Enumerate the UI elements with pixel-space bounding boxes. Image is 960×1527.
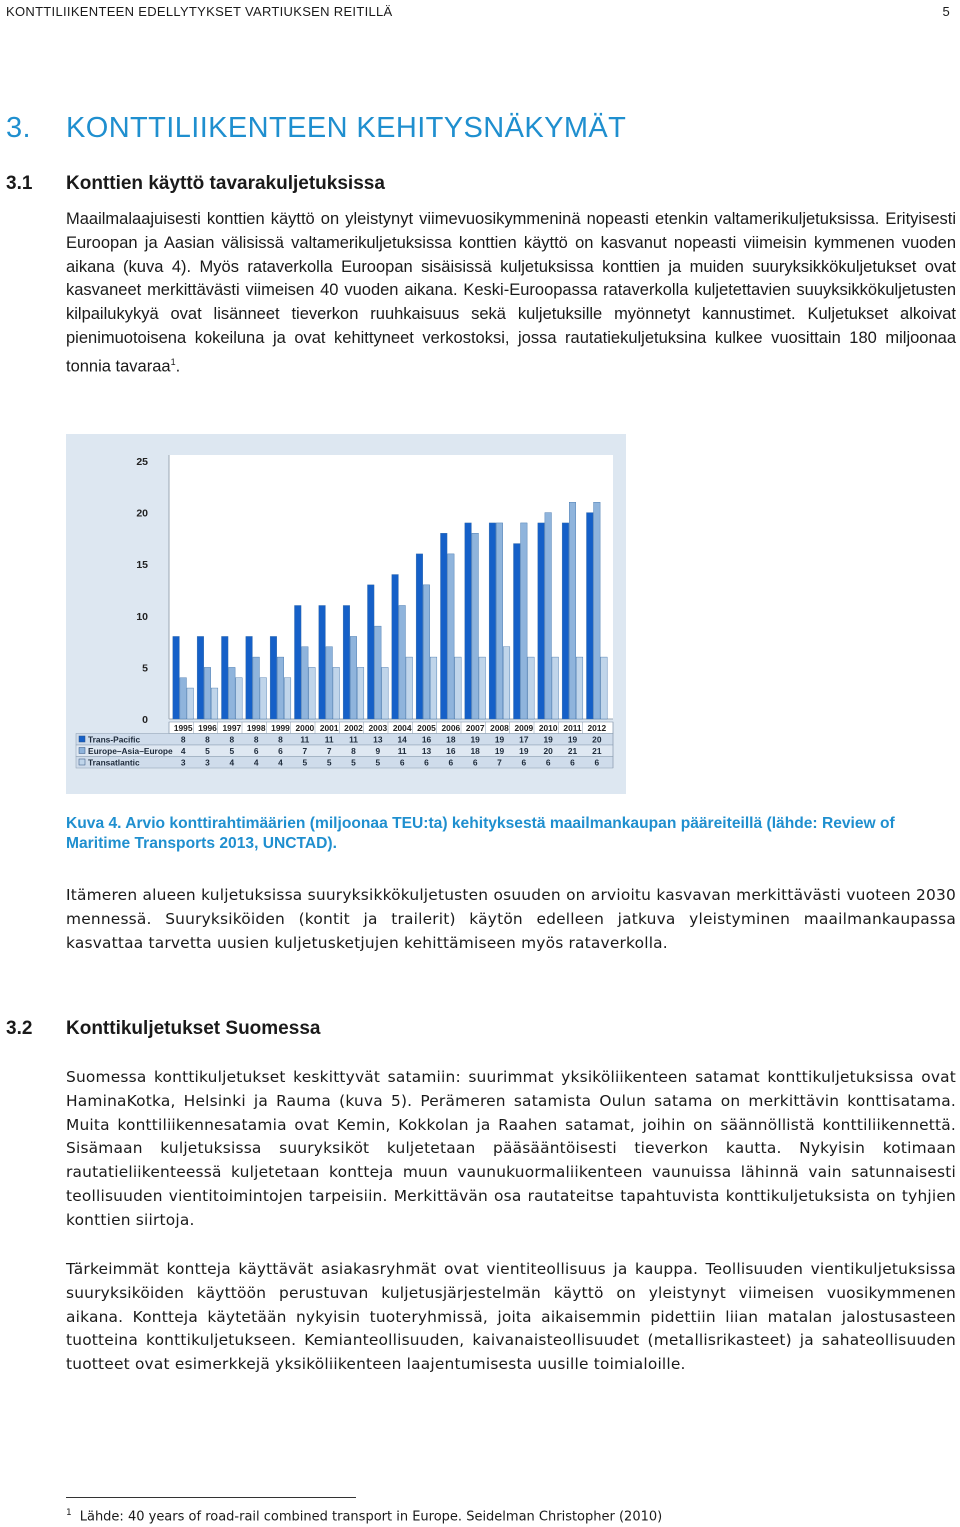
data-label: 19 xyxy=(543,734,553,745)
bar xyxy=(430,657,437,719)
bar xyxy=(326,647,333,719)
bar xyxy=(246,636,253,719)
legend-swatch xyxy=(79,759,85,765)
bar xyxy=(357,667,364,719)
bar xyxy=(521,523,528,719)
bar xyxy=(440,533,447,719)
bar xyxy=(211,688,218,719)
bar xyxy=(455,657,462,719)
y-tick-label: 0 xyxy=(142,714,148,726)
bar xyxy=(569,502,576,719)
bar xyxy=(180,678,187,719)
section-2-paragraph-2: Tärkeimmät kontteja käyttävät asiakasryhmät ovat vientiteollisuus ja kauppa. Teollisuuden vientikuljetuksissa suuryksiköiden käyttöön perustuvan kuljetusjärjestelmän käyttö on yleistynyt viimeisen vuosikymmenen aikana. Kontteja käytetään nykyisin tuoteryhmissä, joita aikaisemmin pidettiin liian matalan jalostusasteen tuotteina konttikuljetukseen. Kemianteollisuuden, kaivanaisteollisuudet (metallisrikasteet) ja sahateollisuuden tuotteet ovat esimerkkejä yksiköliikenteen laajentumisesta uusille toimialoille. xyxy=(66,1260,956,1374)
bar xyxy=(333,667,340,719)
bar xyxy=(489,523,496,719)
data-label: 8 xyxy=(351,746,356,756)
x-tick-label: 1997 xyxy=(222,723,242,733)
section-title-text: Konttien käyttö tavarakuljetuksissa xyxy=(66,173,385,194)
data-label: 20 xyxy=(543,746,553,756)
y-tick-label: 25 xyxy=(136,456,148,468)
bar xyxy=(187,688,194,719)
page-number: 5 xyxy=(942,4,950,19)
bar xyxy=(538,523,545,719)
data-label: 6 xyxy=(570,757,575,768)
data-label: 4 xyxy=(253,757,259,768)
bar xyxy=(204,667,211,719)
data-label: 4 xyxy=(229,757,235,768)
data-label: 20 xyxy=(592,734,602,745)
y-tick-label: 10 xyxy=(136,610,148,623)
data-label: 19 xyxy=(494,734,505,745)
bar xyxy=(294,605,301,719)
data-label: 5 xyxy=(205,746,210,756)
paragraph-text: Maailmalaajuisesti konttien käyttö on yleistynyt viimevuosikymmeninä nopeasti etenkin valtamerikuljetuksissa. Erityisesti Euroopan ja Aasian välisissä valtamerikuljetuksissa konttien käyttö on kasvanut nopeasti viimeisin kymmenen vuoden aikana (kuva 4). Myös rataverkolla Euroopan sisäisissä kuljetuksissa konttien ja muiden suuryksikkökuljetukset ovat kasvaneet merkittävästi viimeisen 40 vuoden aikana. Keski-Euroopassa rataverkolla kuljetettavien suuyksikkökuljetusten kilpailukykyä ovat lisänneet tieverkon ruuhkaisuus sekä kuljetuksille myönnetyt kannustimet. Kuljetukset alkoivat pienimuotoisena kokeiluna ja ovat kehittyneet verkostoksi, jossa rautatiekuljetuksina kulkee vuosittain 180 miljoonaa tonnia tavaraa xyxy=(66,210,956,376)
bar xyxy=(319,605,326,719)
x-tick-label: 2010 xyxy=(538,723,558,733)
x-tick-label: 2007 xyxy=(465,723,485,733)
bar xyxy=(229,667,236,719)
x-tick-label: 2011 xyxy=(563,723,582,733)
legend-swatch xyxy=(79,736,85,742)
data-label: 3 xyxy=(205,757,210,768)
data-label: 6 xyxy=(472,757,478,768)
figure-caption: Kuva 4. Arvio konttirahtimäärien (miljoonaa TEU:ta) kehityksestä maailmankaupan pääreiteillä (lähde: Review of Maritime Transports 2013, UNCTAD). xyxy=(66,815,895,852)
data-label: 8 xyxy=(229,734,235,745)
y-tick-label: 5 xyxy=(142,662,148,675)
footnote-separator xyxy=(66,1497,356,1498)
bar xyxy=(406,657,413,719)
footnote-reference[interactable]: 1 xyxy=(170,356,176,367)
section-title-3-2 xyxy=(6,1018,320,1040)
legend-swatch xyxy=(79,748,85,754)
bar xyxy=(448,554,455,719)
data-label: 19 xyxy=(494,746,505,756)
data-label: 19 xyxy=(519,746,529,756)
data-label: 16 xyxy=(421,734,432,745)
data-label: 11 xyxy=(349,734,358,745)
chapter-title-text: KONTTILIIKENTEEN KEHITYSNÄKYMÄT xyxy=(66,112,627,144)
data-label: 8 xyxy=(278,734,283,745)
data-label: 19 xyxy=(470,734,480,745)
bar xyxy=(545,513,552,719)
bar xyxy=(416,554,423,719)
data-label: 5 xyxy=(229,746,235,756)
bar xyxy=(552,657,559,719)
data-label: 4 xyxy=(180,746,186,756)
data-label: 14 xyxy=(397,734,407,745)
section-1-paragraph-2: Itämeren alueen kuljetuksissa suuryksikkökuljetusten osuuden on arvioitu kasvavan merkittävästi vuoteen 2030 mennessä. Suuryksiköiden (kontit ja trailerit) käytön edelleen jatkuva yleistyminen maailmankaupassa kasvattaa tarvetta uusien kuljetusketjujen kehittämiseen myös rataverkolla. xyxy=(66,886,956,952)
bar xyxy=(496,523,503,719)
data-label: 18 xyxy=(446,734,456,745)
data-label: 4 xyxy=(278,757,283,768)
bar xyxy=(399,605,406,719)
x-tick-label: 2002 xyxy=(344,723,363,733)
x-tick-label: 2001 xyxy=(319,723,339,733)
y-tick-label: 20 xyxy=(136,507,148,520)
data-label: 6 xyxy=(424,757,429,768)
x-tick-label: 2008 xyxy=(490,723,509,733)
data-label: 5 xyxy=(375,757,381,768)
bar xyxy=(309,667,316,719)
data-label: 7 xyxy=(326,746,332,756)
data-label: 6 xyxy=(521,757,527,768)
data-label: 6 xyxy=(399,757,405,768)
footnote-text: Lähde: 40 years of road-rail combined transport in Europe. Seidelman Christopher (2010) xyxy=(79,1509,663,1525)
chapter-title xyxy=(6,112,626,145)
footnote xyxy=(66,1508,662,1524)
running-header-title: KONTTILIIKENTEEN EDELLYTYKSET VARTIUKSEN REITILLÄ xyxy=(6,4,393,19)
data-label: 8 xyxy=(180,734,186,745)
data-label: 6 xyxy=(448,757,454,768)
bar xyxy=(253,657,260,719)
data-label: 8 xyxy=(205,734,210,745)
bar xyxy=(260,678,267,719)
chapter-number: 3. xyxy=(6,112,31,144)
bar xyxy=(382,667,389,719)
data-label: 6 xyxy=(253,746,259,756)
x-tick-label: 2012 xyxy=(587,723,607,733)
data-label: 21 xyxy=(592,746,602,756)
legend-label: Trans-Pacific xyxy=(88,734,141,745)
data-label: 7 xyxy=(302,746,308,756)
x-tick-label: 2005 xyxy=(417,723,436,733)
bar xyxy=(375,626,382,719)
bar xyxy=(513,544,520,719)
bar xyxy=(465,523,472,719)
bar xyxy=(479,657,486,719)
data-label: 5 xyxy=(351,757,356,768)
data-label: 6 xyxy=(594,757,600,768)
x-tick-label: 1995 xyxy=(173,723,193,733)
legend-label: Europe–Asia–Europe xyxy=(88,746,173,756)
bar xyxy=(197,636,204,719)
x-tick-label: 1996 xyxy=(198,723,217,733)
bar xyxy=(594,502,601,719)
data-label: 16 xyxy=(446,746,456,756)
running-header xyxy=(0,4,960,24)
x-tick-label: 2006 xyxy=(441,723,461,733)
x-tick-label: 2009 xyxy=(514,723,534,733)
bar xyxy=(221,636,228,719)
legend-label: Transatlantic xyxy=(88,757,140,768)
bar xyxy=(503,647,510,719)
data-label: 7 xyxy=(497,757,502,768)
data-label: 11 xyxy=(397,746,407,756)
data-label: 11 xyxy=(324,734,334,745)
data-label: 11 xyxy=(300,734,310,745)
bar xyxy=(173,636,180,719)
x-tick-label: 1999 xyxy=(271,723,290,733)
bar xyxy=(586,513,593,719)
data-label: 13 xyxy=(373,734,383,745)
bar xyxy=(302,647,309,719)
bar xyxy=(367,585,374,719)
data-label: 19 xyxy=(567,734,578,745)
footnote-mark: 1 xyxy=(66,1508,72,1518)
bar xyxy=(423,585,430,719)
bar xyxy=(284,678,291,719)
x-tick-label: 2004 xyxy=(392,723,412,733)
data-label: 6 xyxy=(545,757,551,768)
bar xyxy=(277,657,284,719)
section-title-3-1 xyxy=(6,173,385,195)
bar xyxy=(270,636,277,719)
y-tick-label: 15 xyxy=(136,559,148,572)
bar xyxy=(472,533,479,719)
data-label: 18 xyxy=(470,746,480,756)
bar xyxy=(576,657,583,719)
data-label: 21 xyxy=(567,746,578,756)
table-row xyxy=(76,734,613,746)
table-row xyxy=(76,757,613,769)
bar xyxy=(528,657,535,719)
section-number: 3.2 xyxy=(6,1018,33,1039)
bar xyxy=(601,657,608,719)
x-tick-label: 1998 xyxy=(246,723,266,733)
section-title-text: Konttikuljetukset Suomessa xyxy=(66,1018,321,1039)
section-2-paragraph-1: Suomessa konttikuljetukset keskittyvät satamiin: suurimmat yksiköliikenteen satamat konttikuljetuksissa ovat HaminaKotka, Helsinki ja Rauma (kuva 5). Perämeren satamista Oulun satama on merkittävin konttisatama. Muita konttiliikennesatamia ovat Kemin, Kokkolan ja Raahen satamat, joihin on säännöllistä konttiliikennettä. Sisämaan kuljetuksissa suuryksiköt kuljetetaan pääsääntöisesti tieverkon kautta. Nykyisin kotimaan rautatieliikenteessä kuljetetaan kontteja muun vaunukuormaliikenteen vaunuissa lähinnä vain satunnaisesti teollisuuden vientitoimintojen tarpeisiin. Merkittävän osa rautateitse tapahtuvista konttikuljetuksista on tyhjien konttien siirtoja. xyxy=(66,1068,956,1229)
bar xyxy=(562,523,569,719)
section-1-paragraph-1 xyxy=(66,208,956,379)
data-label: 8 xyxy=(253,734,259,745)
bar xyxy=(343,605,350,719)
paragraph-end: . xyxy=(175,357,181,376)
bar xyxy=(350,636,357,719)
data-label: 17 xyxy=(519,734,529,745)
bar xyxy=(236,678,243,719)
data-label: 5 xyxy=(326,757,332,768)
data-label: 3 xyxy=(180,757,186,768)
data-label: 5 xyxy=(302,757,308,768)
figure-4 xyxy=(66,434,626,794)
section-number: 3.1 xyxy=(6,173,33,194)
data-label: 6 xyxy=(278,746,283,756)
data-label: 13 xyxy=(421,746,432,756)
container-freight-chart xyxy=(66,434,626,794)
x-tick-label: 2000 xyxy=(295,723,315,733)
x-tick-label: 2003 xyxy=(368,723,388,733)
data-label: 9 xyxy=(375,746,381,756)
bar xyxy=(392,575,399,719)
